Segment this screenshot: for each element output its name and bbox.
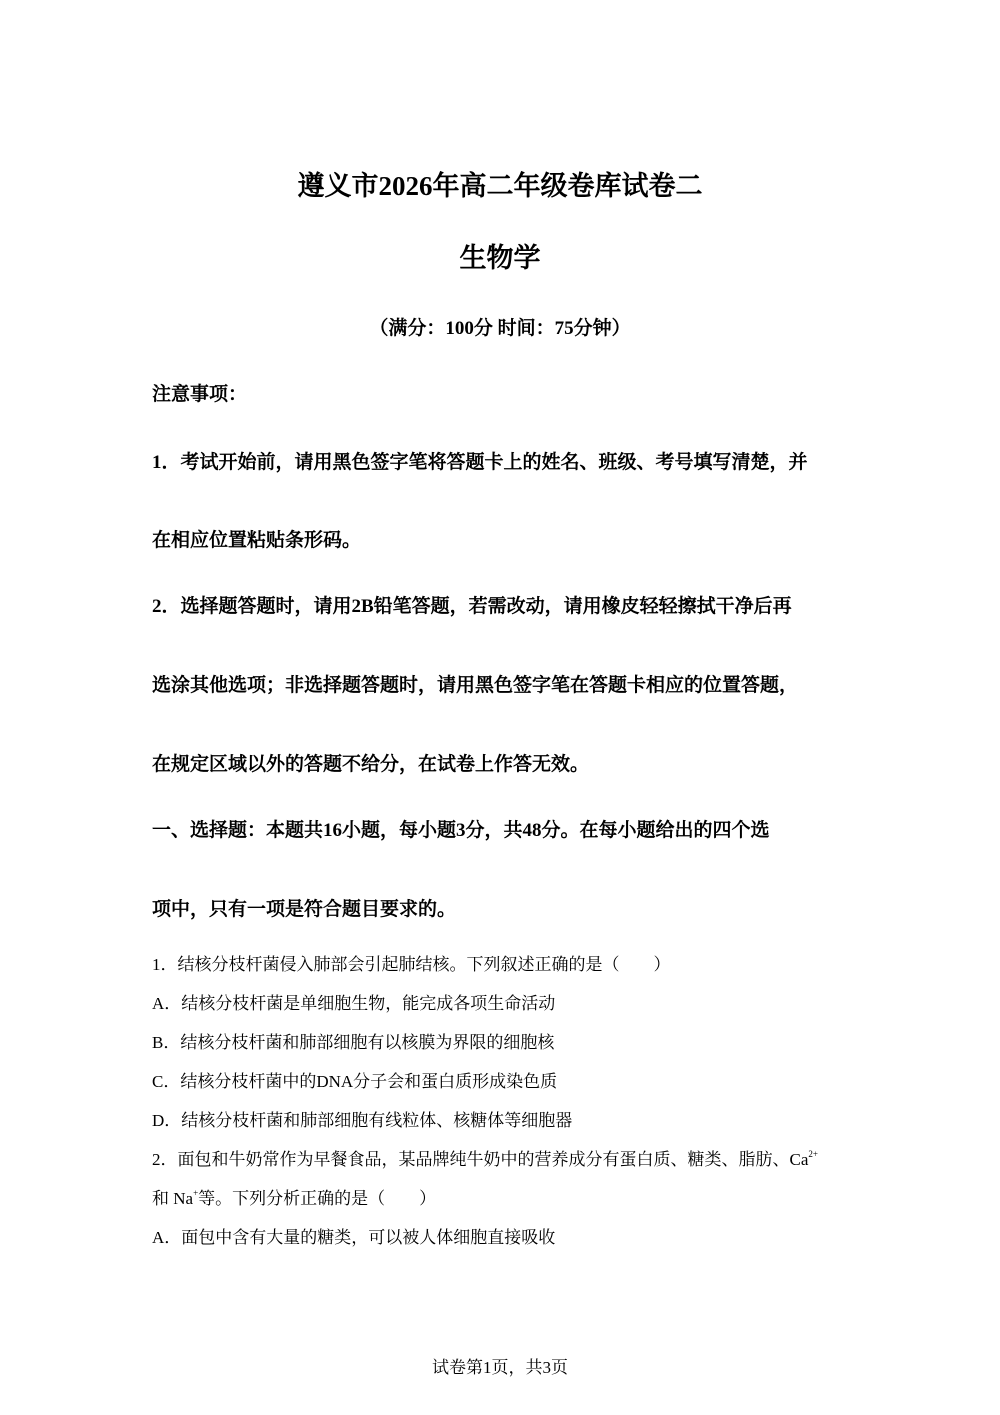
question-1-option-a: A．结核分枝杆菌是单细胞生物，能完成各项生命活动	[152, 994, 556, 1013]
page-footer: 试卷第1页，共3页	[432, 1358, 568, 1377]
notice-line: 1．考试开始前，请用黑色签字笔将答题卡上的姓名、班级、考号填写清楚，并	[152, 452, 808, 473]
notice-line: 选涂其他选项；非选择题答题时，请用黑色签字笔在答题卡相应的位置答题，	[152, 675, 799, 696]
question-2-option-a: A．面包中含有大量的糖类，可以被人体细胞直接吸收	[152, 1228, 556, 1247]
section-heading-cont: 项中，只有一项是符合题目要求的。	[152, 899, 457, 920]
notice-heading: 注意事项：	[152, 384, 248, 405]
question-1-option-c: C．结核分枝杆菌中的DNA分子会和蛋白质形成染色质	[152, 1072, 558, 1091]
question-1-stem: 1．结核分枝杆菌侵入肺部会引起肺结核。下列叙述正确的是（ ）	[152, 955, 671, 974]
subject-title: 生物学	[459, 243, 541, 273]
question-1-option-d: D．结核分枝杆菌和肺部细胞有线粒体、核糖体等细胞器	[152, 1111, 573, 1130]
question-1-option-b: B．结核分枝杆菌和肺部细胞有以核膜为界限的细胞核	[152, 1033, 555, 1052]
notice-line: 在规定区域以外的答题不给分，在试卷上作答无效。	[152, 754, 590, 775]
calcium-charge: 2+	[808, 1149, 818, 1159]
section-heading: 一、选择题：本题共16小题，每小题3分，共48分。在每小题给出的四个选	[152, 820, 770, 841]
question-2-stem-cont: 和 Na+等。下列分析正确的是（ ）	[152, 1188, 437, 1208]
scoring-info: （满分：100分 时间：75分钟）	[369, 318, 631, 339]
question-2-stem: 2．面包和牛奶常作为早餐食品，某品牌纯牛奶中的营养成分有蛋白质、糖类、脂肪、$Ca^{2+}$	[152, 1149, 818, 1169]
notice-line: 在相应位置粘贴条形码。	[152, 530, 362, 551]
exam-title: 遵义市2026年高二年级卷库试卷二	[297, 171, 703, 201]
notice-line: 2．选择题答题时，请用2B铅笔答题，若需改动，请用橡皮轻轻擦拭干净后再	[152, 596, 792, 617]
sodium-charge: +	[193, 1188, 199, 1198]
